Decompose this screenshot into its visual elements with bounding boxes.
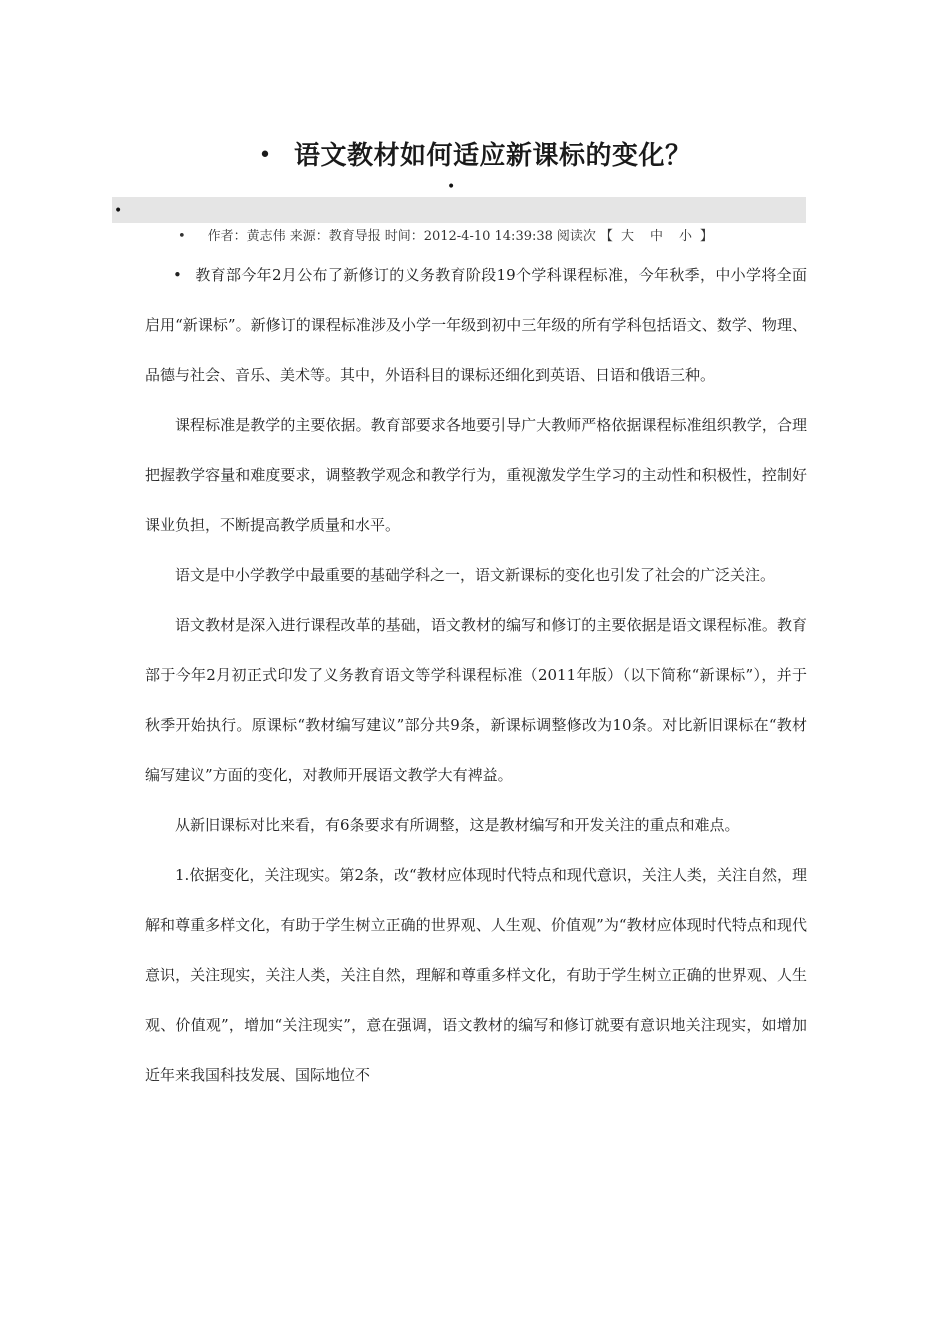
info-bar-bullet: • [114,203,123,219]
article-paragraph: 1.依据变化，关注现实。第2条，改“教材应体现时代特点和现代意识，关注人类，关注自然，理解和尊重多样文化，有助于学生树立正确的世界观、人生观、价值观”为“教材应体现时代特点和现代意识，关注现实，关注人类，关注自然，理解和尊重多样文化，有助于学生树立正确的世界观、人生观、价值观”，增加“关注现实”，意在强调，语文教材的编写和修订就要有意识地关注现实，如增加近年来我国科技发展、国际地位不 [145,866,807,1084]
subtitle-bullet: • [447,179,456,195]
article-paragraph: 从新旧课标对比来看，有6条要求有所调整，这是教材编写和开发关注的重点和难点。 [175,816,740,834]
font-size-open-bracket: 【 [599,229,613,244]
article-meta [178,228,713,246]
article-body [145,250,807,1100]
meta-bullet: • [178,229,186,244]
article-paragraph: 课程标准是教学的主要依据。教育部要求各地要引导广大教师严格依据课程标准组织教学，合理把握教学容量和难度要求，调整教学观念和教学行为，重视激发学生学习的主动性和积极性，控制好课业负担，不断提高教学质量和水平。 [145,416,807,534]
meta-source: 来源：教育导报 [289,229,381,244]
article-paragraph [145,250,807,400]
font-size-large-button[interactable]: 大 [620,229,634,244]
meta-reads: 阅读次 [556,229,596,244]
title-bullet: • [258,143,272,168]
font-size-small-button[interactable]: 小 [678,229,692,244]
page-title: 语文教材如何适应新课标的变化？ [293,141,692,171]
info-bar [112,197,806,223]
paragraph-bullet: • [173,266,182,284]
font-size-medium-button[interactable]: 中 [649,229,663,244]
meta-time: 时间：2012-4-10 14:39:38 [384,229,553,244]
article-paragraph: 语文是中小学教学中最重要的基础学科之一，语文新课标的变化也引发了社会的广泛关注。 [175,566,776,584]
paragraph-text: 教育部今年2月公布了新修订的义务教育阶段19个学科课程标准，今年秋季，中小学将全面启用“新课标”。新修订的课程标准涉及小学一年级到初中三年级的所有学科包括语文、数学、物理、品德与社会、音乐、美术等。其中，外语科目的课标还细化到英语、日语和俄语三种。 [145,266,807,384]
meta-author: 作者：黄志伟 [207,229,286,244]
article-paragraph: 语文教材是深入进行课程改革的基础，语文教材的编写和修订的主要依据是语文课程标准。教育部于今年2月初正式印发了义务教育语文等学科课程标准（2011年版）（以下简称“新课标”），并于秋季开始执行。原课标“教材编写建议”部分共9条，新课标调整修改为10条。对比新旧课标在“教材编写建议”方面的变化，对教师开展语文教学大有裨益。 [145,616,807,784]
article-title-row [0,135,950,172]
font-size-close-bracket: 】 [699,229,713,244]
